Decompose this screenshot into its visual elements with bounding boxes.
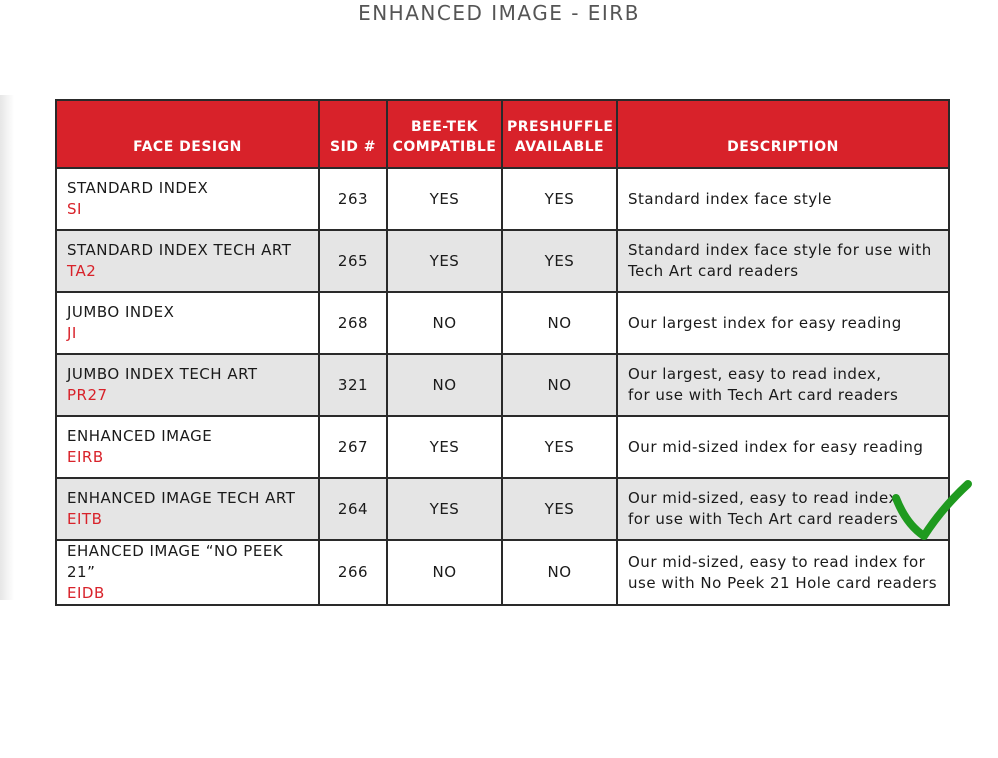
description-cell	[617, 354, 949, 416]
design-code: TA2	[67, 262, 97, 280]
design-code: EIDB	[67, 584, 105, 602]
beetek-cell: NO	[387, 540, 502, 605]
description-cell	[617, 230, 949, 292]
table-row	[56, 168, 949, 230]
description-line2: for use with Tech Art card readers	[628, 386, 899, 404]
beetek-cell: YES	[387, 230, 502, 292]
description-cell	[617, 292, 949, 354]
design-name: EHANCED IMAGE “NO PEEK 21”	[67, 542, 284, 581]
face-design-cell	[56, 478, 319, 540]
header-face-design: FACE DESIGN	[56, 100, 319, 168]
header-beetek-line1: BEE-TEK	[410, 119, 478, 135]
design-code: PR27	[67, 386, 108, 404]
face-design-cell	[56, 292, 319, 354]
sid-cell: 267	[319, 416, 387, 478]
face-design-cell	[56, 354, 319, 416]
table-row	[56, 354, 949, 416]
table-row	[56, 292, 949, 354]
description-cell	[617, 416, 949, 478]
page-edge-shadow	[0, 95, 14, 600]
description-line1: Our mid-sized, easy to read index	[628, 489, 898, 507]
face-design-cell	[56, 168, 319, 230]
description-line2: for use with Tech Art card readers	[628, 510, 899, 528]
design-name: ENHANCED IMAGE TECH ART	[67, 489, 296, 507]
table-row	[56, 540, 949, 605]
design-code: EITB	[67, 510, 103, 528]
design-name: ENHANCED IMAGE	[67, 427, 213, 445]
design-name: STANDARD INDEX TECH ART	[67, 241, 292, 259]
description-line1: Standard index face style	[628, 189, 832, 208]
page-title: ENHANCED IMAGE - EIRB	[358, 1, 640, 25]
description-line1: Standard index face style for use with	[628, 241, 932, 259]
face-design-cell	[56, 230, 319, 292]
description-line2: Tech Art card readers	[628, 262, 799, 280]
header-sid: SID #	[319, 100, 387, 168]
preshuffle-cell: YES	[502, 230, 617, 292]
beetek-cell: NO	[387, 292, 502, 354]
description-line1: Our largest index for easy reading	[628, 313, 902, 332]
description-line1: Our mid-sized, easy to read index for	[628, 552, 926, 571]
design-name: JUMBO INDEX	[67, 303, 175, 321]
face-design-table	[55, 99, 950, 606]
description-cell	[617, 168, 949, 230]
face-design-cell	[56, 540, 319, 605]
table-row	[56, 416, 949, 478]
beetek-cell: YES	[387, 168, 502, 230]
sid-cell: 264	[319, 478, 387, 540]
design-code: JI	[67, 324, 77, 342]
sid-cell: 265	[319, 230, 387, 292]
beetek-cell: YES	[387, 416, 502, 478]
header-beetek	[387, 100, 502, 168]
description-cell	[617, 540, 949, 605]
header-beetek-line2: COMPATIBLE	[392, 139, 497, 155]
preshuffle-cell: NO	[502, 540, 617, 605]
sid-cell: 263	[319, 168, 387, 230]
sid-cell: 266	[319, 540, 387, 605]
beetek-cell: NO	[387, 354, 502, 416]
design-name: STANDARD INDEX	[67, 179, 209, 197]
preshuffle-cell: NO	[502, 292, 617, 354]
header-preshuffle-line2: AVAILABLE	[514, 139, 605, 155]
description-line1: Our largest, easy to read index,	[628, 365, 882, 383]
design-code: EIRB	[67, 448, 104, 466]
preshuffle-cell: YES	[502, 168, 617, 230]
header-preshuffle	[502, 100, 617, 168]
preshuffle-cell: YES	[502, 478, 617, 540]
preshuffle-cell: NO	[502, 354, 617, 416]
check-mark-icon	[890, 478, 974, 542]
table-row	[56, 230, 949, 292]
sid-cell: 321	[319, 354, 387, 416]
beetek-cell: YES	[387, 478, 502, 540]
sid-cell: 268	[319, 292, 387, 354]
description-line2: use with No Peek 21 Hole card readers	[628, 573, 938, 592]
preshuffle-cell: YES	[502, 416, 617, 478]
design-code: SI	[67, 200, 82, 218]
header-description: DESCRIPTION	[617, 100, 949, 168]
header-preshuffle-line1: PRESHUFFLE	[507, 119, 614, 135]
design-name: JUMBO INDEX TECH ART	[67, 365, 258, 383]
description-line1: Our mid-sized index for easy reading	[628, 437, 924, 456]
table-header-row	[56, 100, 949, 168]
table-row	[56, 478, 949, 540]
face-design-cell	[56, 416, 319, 478]
